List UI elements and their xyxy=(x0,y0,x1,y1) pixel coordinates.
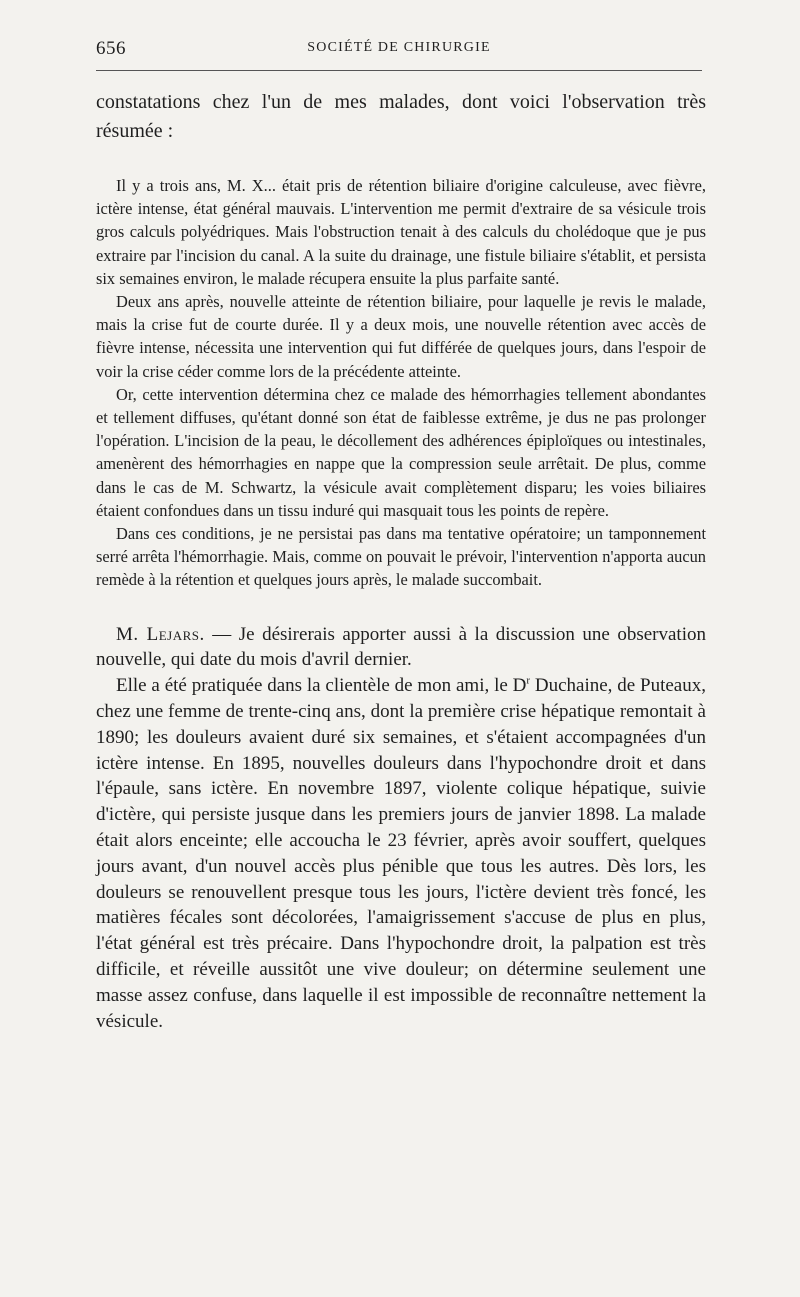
speaker-name: M. Lejars. xyxy=(116,623,205,645)
lejars-intro-text: — Je désirerais apporter aussi à la discussion une observation nouvelle, qui date du mois d'avril dernier. xyxy=(96,623,706,671)
page-number: 656 xyxy=(96,38,126,59)
lejars-case-paragraph xyxy=(96,673,706,1034)
case-text-rest: Duchaine, de Puteaux, chez une femme de trente-cinq ans, dont la première crise hépatique remontait à 1890; les douleurs avaient duré six semaines, et s'étaient accompagnées d'un ictère intense. En 1895, nouvelles douleurs dans l'hypochondre droit et dans l'épaule, sans ictère. En novembre 1897, violente colique hépatique, suivie d'ictère, qui persiste jusque dans les premiers jours de janvier 1898. La malade était alors enceinte; elle accoucha le 23 février, après avoir souffert, quelques jours avant, d'un nouvel accès plus pénible que tous les autres. Dès lors, les douleurs se renouvellent presque tous les jours, l'ictère devient très foncé, les matières fécales sont décolorées, l'amaigrissement s'accuse de plus en plus, l'état général est très précaire. Dans l'hypochondre droit, la palpation est très difficile, et réveille aussitôt une vive douleur; on détermine seulement une masse assez confuse, dans laquelle il est impossible de reconnaître nettement la vésicule. xyxy=(96,675,706,1032)
observation-block xyxy=(96,174,706,592)
lejars-section xyxy=(96,622,706,1035)
doctor-abbrev-sup: r xyxy=(526,674,531,687)
page-body xyxy=(96,88,706,1034)
observation-paragraph-4: Dans ces conditions, je ne persistai pas dans ma tentative opératoire; un tamponnement serré arrêta l'hémorrhagie. Mais, comme on pouvait le prévoir, l'intervention n'apporta aucun remède à la rétention et quelques jours après, le malade succombait. xyxy=(96,524,706,590)
observation-paragraph-3: Or, cette intervention détermina chez ce malade des hémorrhagies tellement abondantes et tellement diffuses, qu'étant donné son état de faiblesse extrême, je dus ne pas prolonger l'opération. L'incision de la peau, le décollement des adhérences épiploïques ou intestinales, amenèrent des hémorrhagies en nappe que la compression seule arrêtait. De plus, comme dans le cas de M. Schwartz, la vésicule avait complètement disparu; les voies biliaires étaient confondues dans un tissu induré qui masquait tous les points de repère. xyxy=(96,384,706,520)
observation-paragraph-2: Deux ans après, nouvelle atteinte de rétention biliaire, pour laquelle je revis le malade, mais la crise fut de courte durée. Il y a deux mois, une nouvelle rétention avec accès de fièvre intense, nécessita une intervention qui fut différée de quelques jours, dans l'espoir de voir la crise céder comme lors de la précédente atteinte. xyxy=(96,292,706,381)
lead-paragraph: constatations chez l'un de mes malades, dont voici l'observation très résumée : xyxy=(96,91,706,142)
page-header xyxy=(96,38,702,62)
lejars-intro-paragraph xyxy=(96,622,706,674)
case-text-start: Elle a été pratiquée dans la clientèle de mon ami, le D xyxy=(116,675,527,697)
observation-paragraph-1: Il y a trois ans, M. X... était pris de rétention biliaire d'origine calculeuse, avec fièvre, ictère intense, état général mauvais. L'intervention me permit d'extraire de sa vésicule trois gros calculs polyédriques. Mais l'obstruction tenait à des calculs du cholédoque que je pus extraire par l'incision du canal. A la suite du drainage, une fistule biliaire s'établit, et persista six semaines environ, le malade récupera ensuite la plus parfaite santé. xyxy=(96,176,706,288)
running-title: SOCIÉTÉ DE CHIRURGIE xyxy=(307,40,491,55)
header-rule xyxy=(96,70,702,71)
